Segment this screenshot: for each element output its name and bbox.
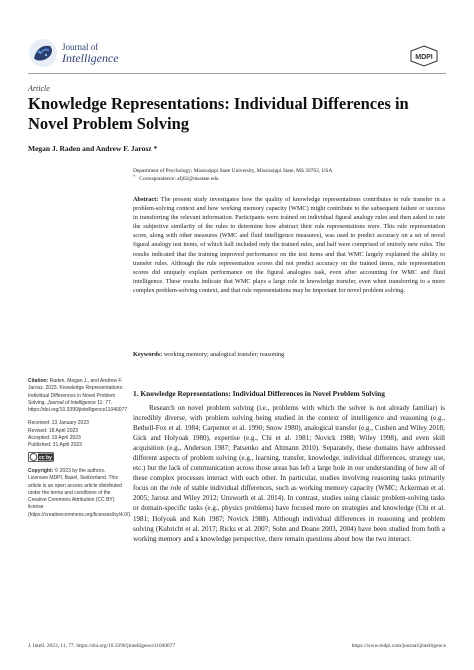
journal-name-line1: Journal of [62,42,99,52]
footer-citation[interactable]: J. Intell. 2023, 11, 77. https://doi.org/10.3390/jintelligence11040077 [28,643,176,649]
header-divider [28,73,446,74]
cc-label: cc by [39,454,52,461]
citation-journal: Journal of Intelligence [47,399,96,406]
journal-name-line2: Intelligence [62,51,119,65]
keywords [133,350,445,359]
revised-date: Revised: 18 April 2023 [28,427,79,434]
affiliation-block [133,167,443,183]
citation-block [28,378,126,414]
copyright-text: © 2023 by the authors. Licensee MDPI, Basel, Switzerland. This article is an open access article distributed under the terms and conditions of the Creative Commons Attribution (CC BY) license (https://creativecommons.org/licenses/by/4.0/). [28,467,132,518]
article-title: Knowledge Representations: Individual Differences in Novel Problem Solving [28,94,409,133]
mdpi-logo-icon [409,45,439,67]
section-heading: 1. Knowledge Representations: Individual Differences in Novel Problem Solving [133,389,385,398]
article-info-sidebar [28,378,132,519]
abstract [133,195,445,295]
page-footer [28,643,446,649]
received-date: Received: 13 January 2023 [28,420,89,427]
article-type: Article [28,84,50,93]
citation-label: Citation: [28,378,49,384]
keywords-label: Keywords: [133,351,163,358]
copyright-label: Copyright: [28,467,54,474]
abstract-label: Abstract: [133,196,159,203]
affiliation: Department of Psychology; Mississippi State University, Mississippi State, MS 39762, USA [133,168,333,174]
copyright-block [28,467,132,519]
correspondence-text: Correspondence: afj62@msstate.edu [139,176,219,182]
correspondence [133,175,443,183]
publisher-label: MDPI [415,54,433,61]
author-list: Megan J. Raden and Andrew F. Jarosz * [28,144,158,153]
cc-by-license-icon[interactable] [28,452,54,462]
footer-journal-url[interactable]: https://www.mdpi.com/journal/jintelligence [351,643,446,649]
published-date: Published: 21 April 2023 [28,442,82,449]
keywords-text: working memory; analogical transfer; reasoning [163,351,285,358]
citation-text: Raden, Megan J., and Andrew F. Jarosz. 2023. Knowledge Representations: Individual Differences in Novel Problem Solving. [28,378,124,406]
abstract-text: The present study investigates how the quality of knowledge representations contributes to rule transfer in a problem-solving context and how working memory capacity (WMC) might contribute to the subsequent failure or success in transferring the relevant information. Participants were trained on individual figural analogy rules and then asked to rate the subjective similarity of the rules to determine how abstract their rule representations were. This rule representation score, along with other measures (WMC and fluid intelligence measures), was used to predict accuracy on a set of novel figural analogy test items, of which half included only the trained rules, and half were comprised of entirely new rules. The results indicated that the training improved performance on the test items and that WMC largely explained the ability to transfer rules. Although the rule representation scores did not predict accuracy on the trained items, rule representation scores did uniquely explain performance on the figural analogies task, even after accounting for WMC and fluid intelligence. These results indicate that WMC plays a large role in knowledge transfer, even when transferring to a more complex problem-solving context, and that rule representations may be important for novel problem solving. [133,196,446,294]
citation-doi[interactable]: 11: 77. https://doi.org/10.3390/jintelligence11040077 [28,399,128,414]
section-body: Research on novel problem solving (i.e., problems with which the solver is not already familiar) is incredibly diverse, with problem solving being studied in the context of intelligence and reasoning (e.g., Bethell-Fox et al. 1984; Carpenter et al. 1990; Snow 1980), analogical transfer (e.g., Cushen and Wiley 2018; Gick and Holyoak 1980), expertise (e.g., Chi et al. 1981; Novick 1988; Wiley 1998), and even skill acquisition (e.g., Anderson 1987; Patsenko and Altmann 2010). Separately, these domains have addressed different aspects of problem solving (e.g., learning, transfer, knowledge, individual differences, strategy use, etc.) but the lack of communication across those areas has left a large hole in our understanding of how all of these complex processes interact with each other. In particular, studies involving reasoning tasks primarily focus on the role of stable individual differences, such as working memory capacity (WMC; Ackerman et al. 2005; Jarosz and Wiley 2012; Unsworth et al. 2014). In contrast, studies using classic problem-solving tasks or domain-specific tasks (e.g., physics problems) have focused more on strategies and knowledge (Chi et al. 1981; Holyoak and Koh 1987; Novick 1988). Although individual differences in reasoning and problem solving (Kubricht et al. 2017; Ricks et al. 2007; Sohn and Doane 2003, 2004) have been studied from both a working memory and a knowledge perspective, there remain questions about how the two interact. [133,404,445,543]
journal-name [62,42,119,64]
accepted-date: Accepted: 19 April 2023 [28,435,81,442]
correspondence-mark: * [133,174,136,179]
journal-logo-icon [28,38,58,68]
